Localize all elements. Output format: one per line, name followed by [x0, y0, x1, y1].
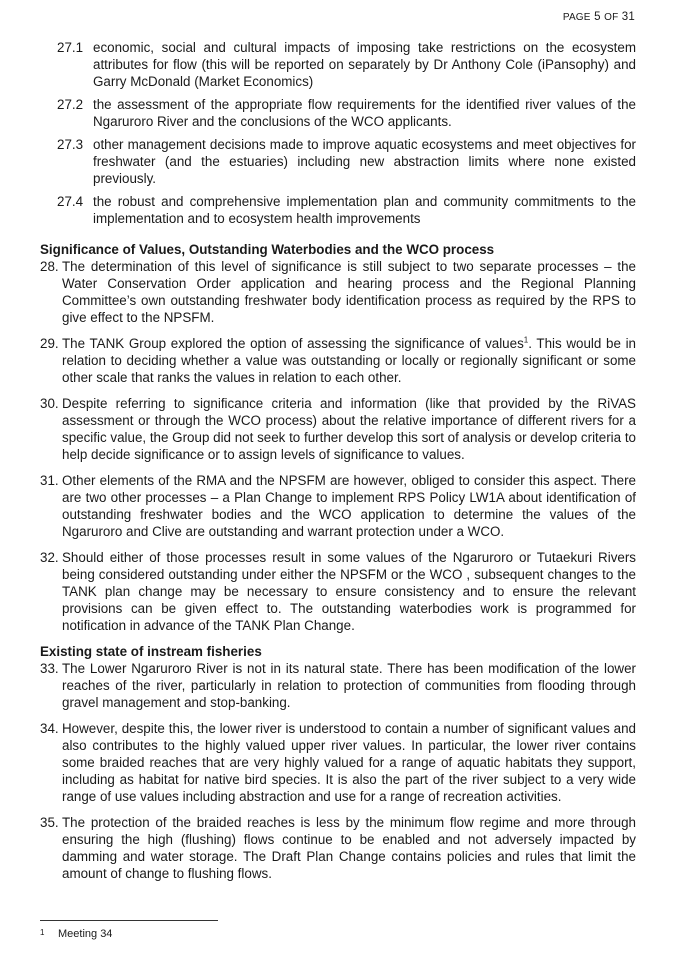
section-heading: Significance of Values, Outstanding Waterbodies and the WCO process: [40, 242, 495, 257]
sub-item-number: 27.3: [57, 137, 84, 152]
footnote-text: Meeting 34: [58, 928, 113, 940]
page-number: PAGE 5 OF 31: [562, 11, 635, 23]
sub-item: [40, 136, 636, 187]
document-body: [40, 39, 636, 891]
sub-item-number: 27.2: [57, 97, 84, 112]
paragraph-number: 31.: [40, 473, 59, 488]
paragraph-text: The protection of the braided reaches is less by the minimum flow regime and more through ensuring the high (flushing) flows continue to be enabled and not adversely impacted by damming and water storage. The Draft Plan Change contains policies and rules that limit the amount of change to flushing flows.: [62, 815, 636, 881]
paragraph-text: The determination of this level of significance is still subject to two separate processes – the Water Conservation Order application and hearing process and the Regional Planning Committee’s own outstanding freshwater body identification process as required by the RPS to give effect to the NPSFM.: [62, 259, 636, 325]
paragraph-number: 29.: [40, 336, 59, 351]
sub-item-text: other management decisions made to improve aquatic ecosystems and meet objectives for freshwater (and the estuaries) including new abstraction limits where none existed previously.: [93, 137, 636, 186]
paragraph-text: The TANK Group explored the option of assessing the significance of values$^1$. This would be in relation to deciding whether a value was outstanding or locally or regionally significant or some other scale that ranks the values in relation to each other.: [62, 335, 636, 385]
paragraph: [40, 472, 636, 540]
paragraph-number: 32.: [40, 550, 59, 565]
paragraph-text: However, despite this, the lower river is understood to contain a number of significant values and also contributes to the highly valued upper river values. In particular, the lower river contains some braided reaches that are very highly valued for a range of aquatic habitats they support, including as habitat for native bird species. It is also the part of the river subject to a very wide range of use values including abstraction and use for a range of recreation activities.: [62, 721, 636, 804]
sub-item-text: the robust and comprehensive implementation plan and community commitments to the implementation and to ecosystem health improvements: [93, 194, 636, 226]
sub-item: [40, 39, 636, 90]
paragraph-number: 28.: [40, 259, 59, 274]
sub-item-number: 27.1: [57, 40, 84, 55]
footnote-divider: [40, 920, 218, 921]
section-heading: Existing state of instream fisheries: [40, 644, 262, 659]
paragraph-number: 34.: [40, 721, 59, 736]
footnote-reference[interactable]: 1: [523, 335, 529, 345]
paragraph-number: 30.: [40, 396, 59, 411]
sub-item-text: economic, social and cultural impacts of imposing take restrictions on the ecosystem attributes for flow (this will be reported on separately by Dr Anthony Cole (iPansophy) and Garry McDonald (Market Economics): [93, 40, 636, 89]
footnote-mark: 1: [40, 928, 45, 937]
footnote: [40, 928, 112, 940]
paragraph: [40, 660, 636, 711]
paragraph-number: 35.: [40, 815, 59, 830]
paragraph-text: Other elements of the RMA and the NPSFM are however, obliged to consider this aspect. There are two other processes – a Plan Change to implement RPS Policy LW1A about identification of outstanding freshwater bodies and the WCO application to determine the values of the Ngaruroro and Clive are outstanding and warrant protection under a WCO.: [62, 473, 636, 539]
paragraph-text: Should either of those processes result in some values of the Ngaruroro or Tutaekuri Rivers being considered outstanding under either the NPSFM or the WCO , subsequent changes to the TANK plan change may be necessary to ensure consistency and to ensure the relevant provisions can be given effect to. The outstanding waterbodies work is programmed for notification in advance of the TANK Plan Change.: [62, 550, 636, 633]
sub-item: [40, 193, 636, 227]
sub-item-text: the assessment of the appropriate flow requirements for the identified river values of the Ngaruroro River and the conclusions of the WCO applicants.: [93, 97, 636, 129]
paragraph-number: 33.: [40, 661, 59, 676]
paragraph-text: Despite referring to significance criteria and information (like that provided by the RiVAS assessment or through the WCO process) about the relative importance of different rivers for a specific value, the Group did not seek to further develop this sort of analysis or develop criteria to help decide significance or to assign levels of significance to values.: [62, 396, 636, 462]
paragraph: [40, 395, 636, 463]
paragraph: [40, 258, 636, 326]
sub-item: [40, 96, 636, 130]
paragraph: [40, 814, 636, 882]
paragraph-text: The Lower Ngaruroro River is not in its natural state. There has been modification of the lower reaches of the river, particularly in relation to protection of communities from flooding through gravel management and stop-banking.: [62, 661, 636, 710]
sub-item-number: 27.4: [57, 194, 84, 209]
paragraph: [40, 335, 636, 386]
paragraph: [40, 549, 636, 634]
paragraph: [40, 720, 636, 805]
